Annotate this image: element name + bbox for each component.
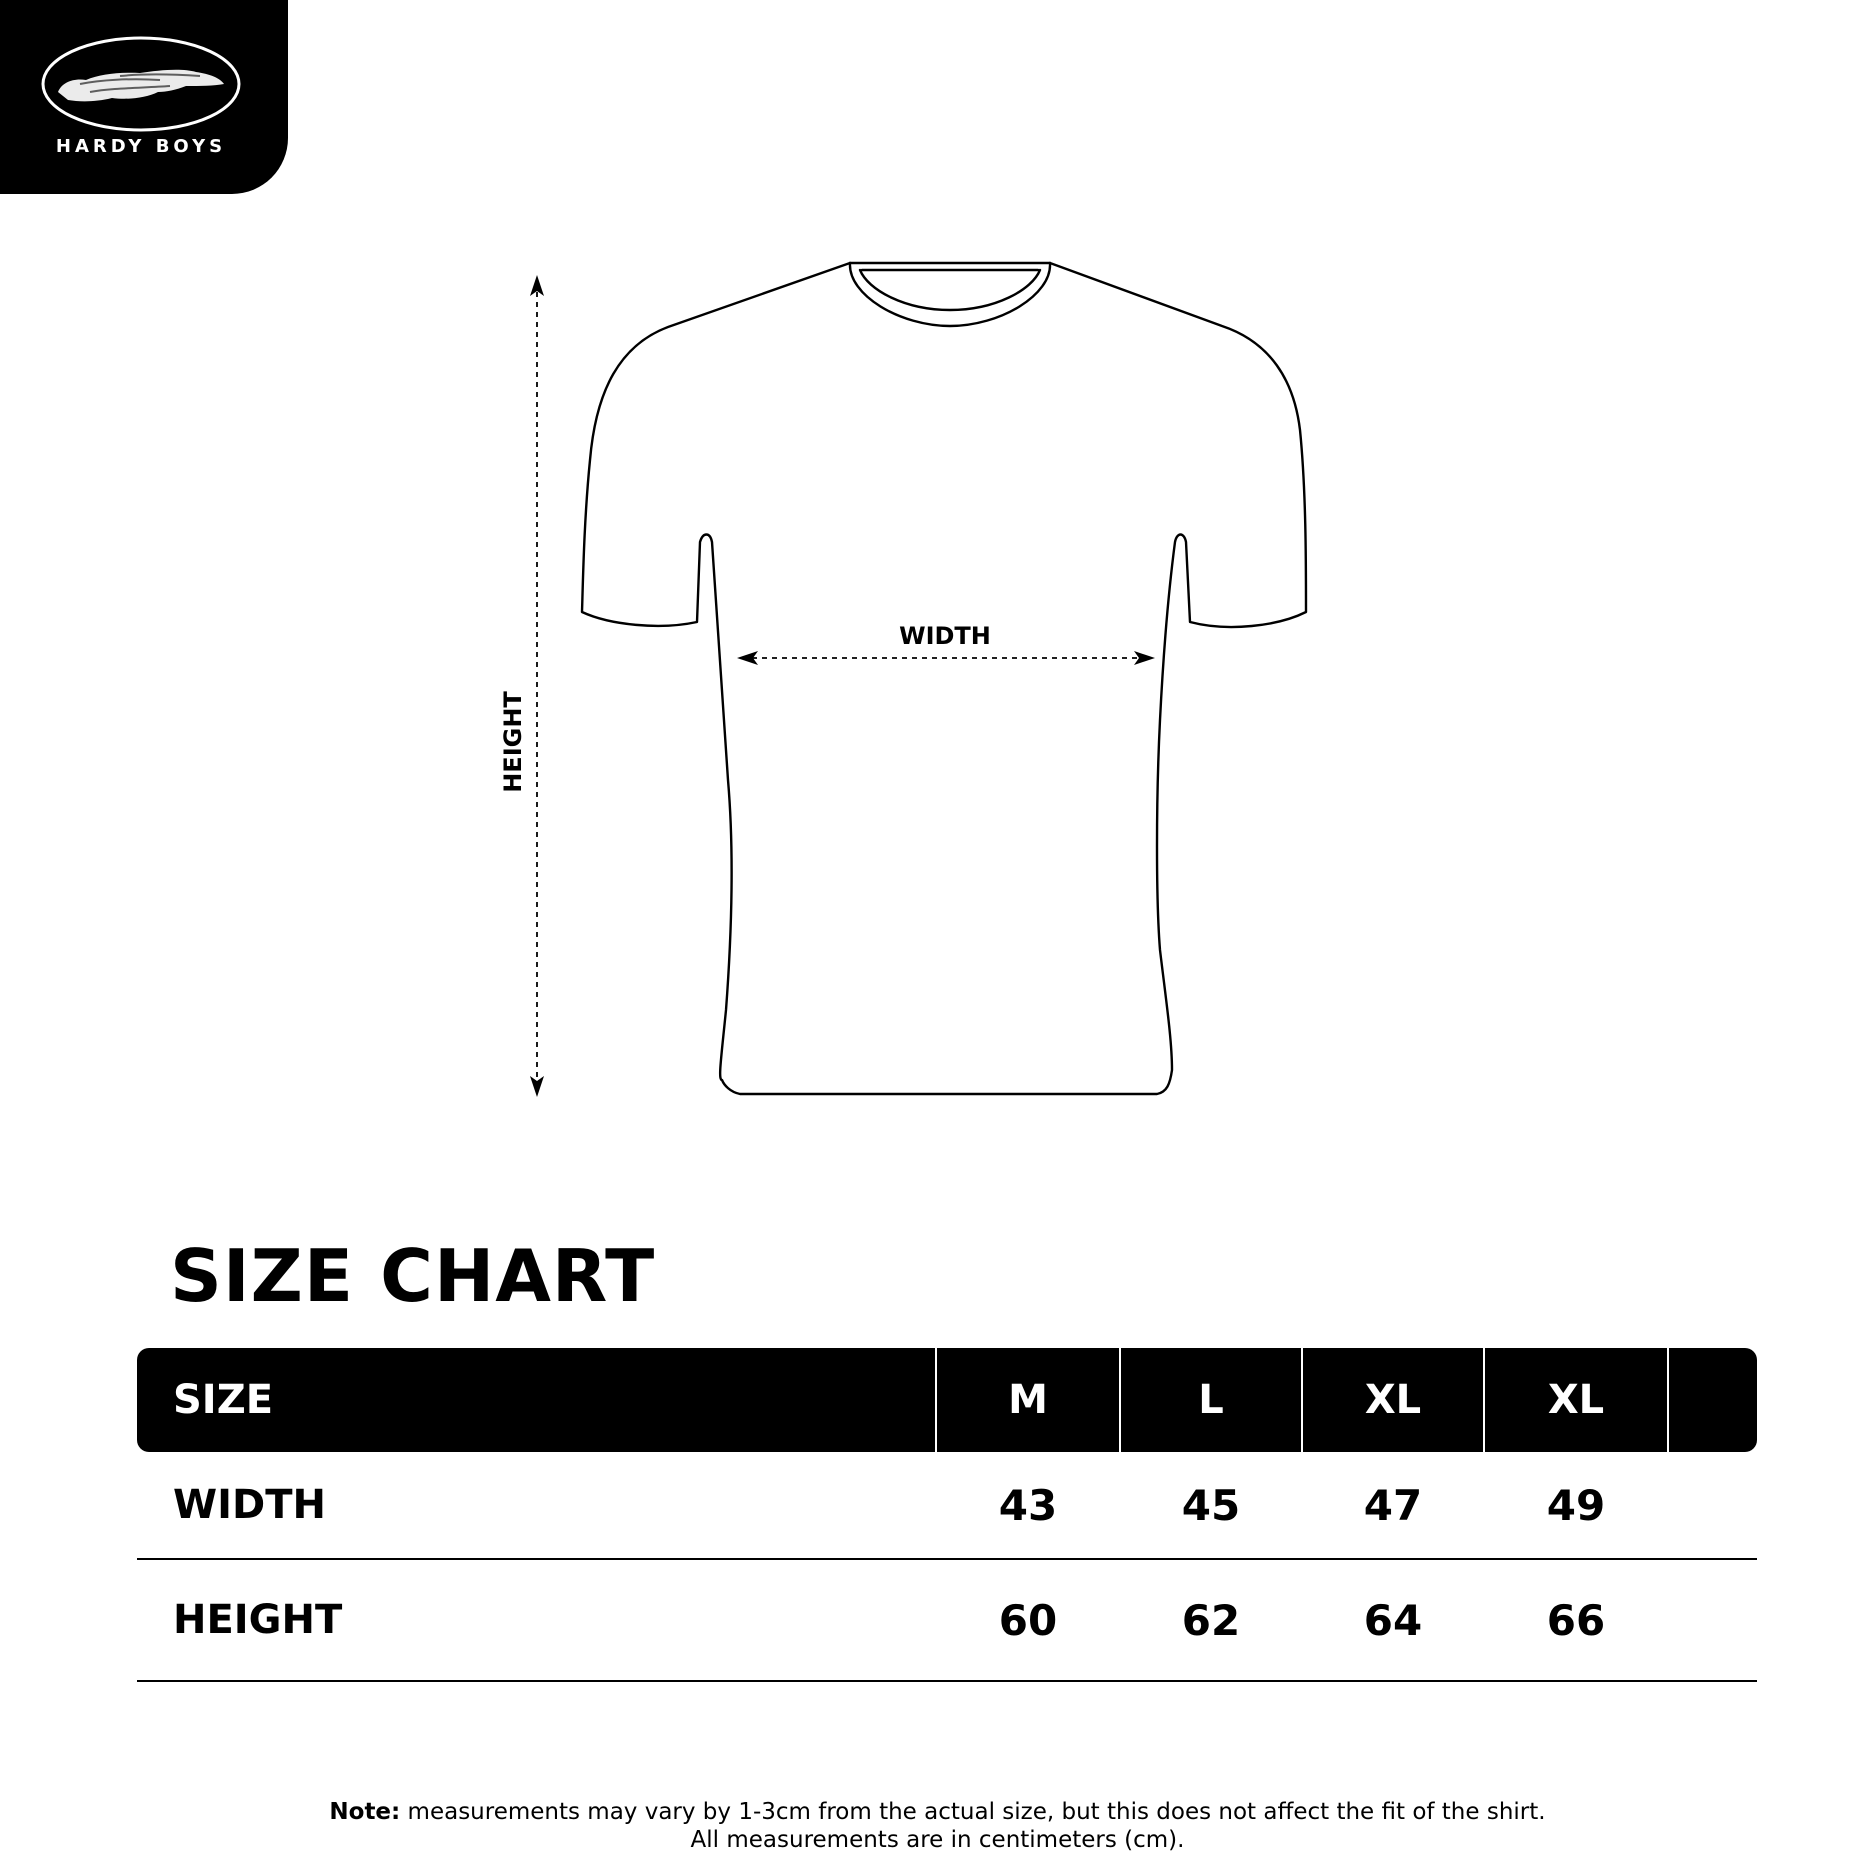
brand-name: HARDY BOYS bbox=[55, 136, 227, 157]
header-size-xl: XL bbox=[1303, 1348, 1483, 1452]
width-arrow bbox=[737, 651, 1155, 665]
footnote-line-2: All measurements are in centimeters (cm). bbox=[690, 1827, 1185, 1853]
width-label: WIDTH bbox=[899, 622, 991, 650]
table-cell: 60 bbox=[998, 1595, 1058, 1645]
table-cell: 45 bbox=[1181, 1480, 1241, 1530]
row-label-width: WIDTH bbox=[173, 1482, 326, 1528]
height-label: HEIGHT bbox=[499, 691, 527, 793]
header-size-xl-2: XL bbox=[1485, 1348, 1667, 1452]
table-header bbox=[137, 1348, 1757, 1452]
footnote-text: measurements may vary by 1-3cm from the actual size, but this does not affect the fit of the shirt. bbox=[400, 1799, 1546, 1825]
table-cell: 47 bbox=[1363, 1480, 1423, 1530]
header-size-l: L bbox=[1121, 1348, 1301, 1452]
footnote bbox=[0, 1798, 1875, 1854]
header-size-label: SIZE bbox=[137, 1348, 935, 1452]
height-arrow bbox=[530, 275, 544, 1097]
page-title: SIZE CHART bbox=[170, 1234, 656, 1318]
table-cell: 62 bbox=[1181, 1595, 1241, 1645]
table-row bbox=[137, 1452, 1757, 1560]
row-label-height: HEIGHT bbox=[173, 1597, 343, 1643]
table-row bbox=[137, 1560, 1757, 1682]
tshirt-outline-icon bbox=[582, 263, 1306, 1094]
header-empty-cell bbox=[1669, 1348, 1757, 1452]
table-cell: 66 bbox=[1546, 1595, 1606, 1645]
size-table bbox=[137, 1348, 1757, 1682]
table-cell: 64 bbox=[1363, 1595, 1423, 1645]
header-size-m: M bbox=[937, 1348, 1119, 1452]
footnote-prefix: Note: bbox=[329, 1799, 401, 1825]
table-cell: 49 bbox=[1546, 1480, 1606, 1530]
footnote-line-1 bbox=[0, 1798, 1875, 1826]
table-cell: 43 bbox=[998, 1480, 1058, 1530]
